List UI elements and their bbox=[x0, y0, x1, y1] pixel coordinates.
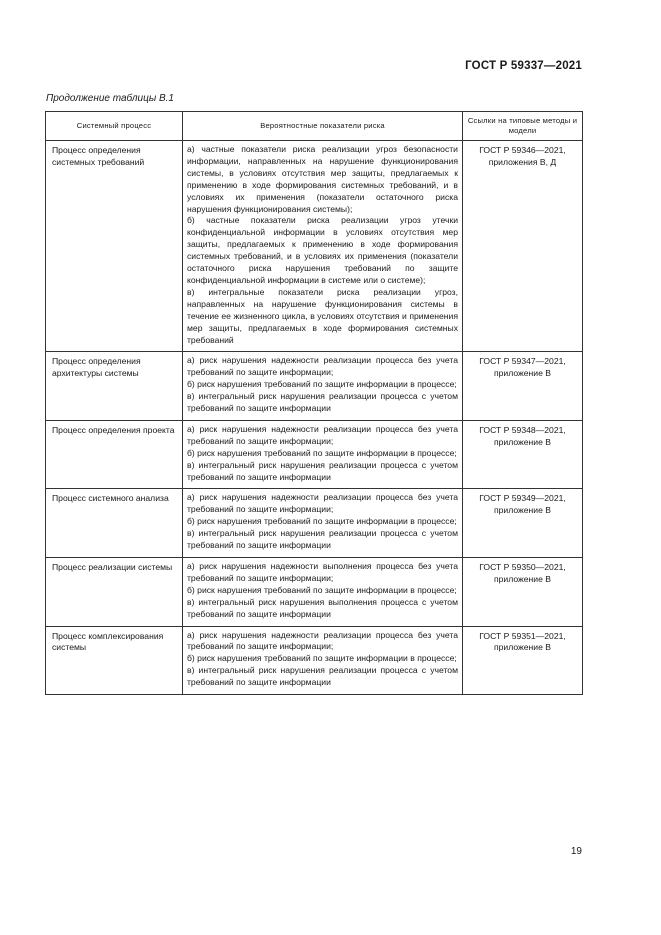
table-row bbox=[46, 489, 583, 558]
column-header-indicators: Вероятностные показатели риска bbox=[183, 112, 463, 141]
reference-cell: ГОСТ Р 59350—2021, приложение В bbox=[463, 558, 583, 627]
document-code: ГОСТ Р 59337—2021 bbox=[465, 60, 582, 72]
process-cell: Процесс комплексирования системы bbox=[46, 626, 183, 695]
reference-cell: ГОСТ Р 59348—2021, приложение В bbox=[463, 420, 583, 489]
indicators-cell bbox=[183, 489, 463, 558]
process-cell: Процесс определения архитектуры системы bbox=[46, 352, 183, 421]
table-header-row bbox=[46, 112, 583, 141]
indicators-cell bbox=[183, 420, 463, 489]
reference-cell: ГОСТ Р 59347—2021, приложение В bbox=[463, 352, 583, 421]
column-header-process: Системный процесс bbox=[46, 112, 183, 141]
risk-indicators-table bbox=[45, 111, 583, 695]
indicator-item: б) риск нарушения требований по защите информации в процессе; bbox=[187, 447, 457, 458]
table-row bbox=[46, 352, 583, 421]
indicator-item: а) риск нарушения надежности реализации процесса без учета требований по защите информации; bbox=[187, 629, 458, 652]
indicator-item: б) частные показатели риска реализации угроз утечки конфиденциальной информации в условиях отсутствия мер защиты, предлагаемых к применению в ходе формирования системных требований, и в условиях их применения (показатели остаточного риска нарушения требований по защите конфиденциальной информации в системе или о системе); bbox=[187, 215, 458, 285]
indicator-item: а) риск нарушения надежности реализации процесса без учета требований по защите информации; bbox=[187, 423, 458, 446]
indicator-item: а) риск нарушения надежности реализации процесса без учета требований по защите информации; bbox=[187, 492, 458, 515]
indicators-cell bbox=[183, 141, 463, 352]
process-cell: Процесс определения системных требований bbox=[46, 141, 183, 352]
indicator-item: а) частные показатели риска реализации угроз безопасности информации, направленных на нарушение функционирования системы, в условиях отсутствия мер защиты, предлагаемых к применению в ходе формирования системных требований, и в условиях их применения (показатели остаточного риска нарушения функционирования системы); bbox=[187, 144, 458, 214]
indicators-cell bbox=[183, 626, 463, 695]
table-row bbox=[46, 420, 583, 489]
indicator-item: в) интегральный риск нарушения выполнения процесса с учетом требований по защите информации bbox=[187, 596, 458, 619]
indicator-item: в) интегральный риск нарушения реализации процесса с учетом требований по защите информации bbox=[187, 391, 458, 414]
process-cell: Процесс системного анализа bbox=[46, 489, 183, 558]
process-cell: Процесс определения проекта bbox=[46, 420, 183, 489]
reference-cell: ГОСТ Р 59346—2021, приложения В, Д bbox=[463, 141, 583, 352]
reference-cell: ГОСТ Р 59349—2021, приложение В bbox=[463, 489, 583, 558]
table-caption: Продолжение таблицы В.1 bbox=[46, 93, 174, 104]
indicator-item: б) риск нарушения требований по защите информации в процессе; bbox=[187, 653, 457, 664]
indicator-item: в) интегральные показатели риска реализации угроз, направленных на нарушение функционирования системы в течение ее жизненного цикла, в условиях отсутствия и применения мер защиты, предлагаемых в ходе формирования системных требований bbox=[187, 286, 458, 345]
indicators-cell bbox=[183, 352, 463, 421]
indicator-item: а) риск нарушения надежности выполнения процесса без учета требований по защите информации; bbox=[187, 561, 458, 583]
indicator-item: в) интегральный риск нарушения реализации процесса с учетом требований по защите информации bbox=[187, 459, 458, 482]
indicator-item: а) риск нарушения надежности реализации процесса без учета требований по защите информации; bbox=[187, 355, 458, 378]
indicator-item: в) интегральный риск нарушения реализации процесса с учетом требований по защите информации bbox=[187, 528, 458, 551]
page-number: 19 bbox=[570, 846, 582, 857]
reference-cell: ГОСТ Р 59351—2021, приложение В bbox=[463, 626, 583, 695]
table-row bbox=[46, 626, 583, 695]
indicators-cell bbox=[183, 558, 463, 627]
indicator-item: б) риск нарушения требований по защите информации в процессе; bbox=[187, 584, 457, 595]
indicator-item: в) интегральный риск нарушения реализации процесса с учетом требований по защите информации bbox=[187, 665, 458, 688]
indicator-item: б) риск нарушения требований по защите информации в процессе; bbox=[187, 379, 457, 390]
indicator-item: б) риск нарушения требований по защите информации в процессе; bbox=[187, 516, 457, 527]
process-cell: Процесс реализации системы bbox=[46, 558, 183, 627]
table-row bbox=[46, 141, 583, 352]
table-row bbox=[46, 558, 583, 627]
column-header-references: Ссылки на типовые методы и модели bbox=[463, 112, 583, 141]
